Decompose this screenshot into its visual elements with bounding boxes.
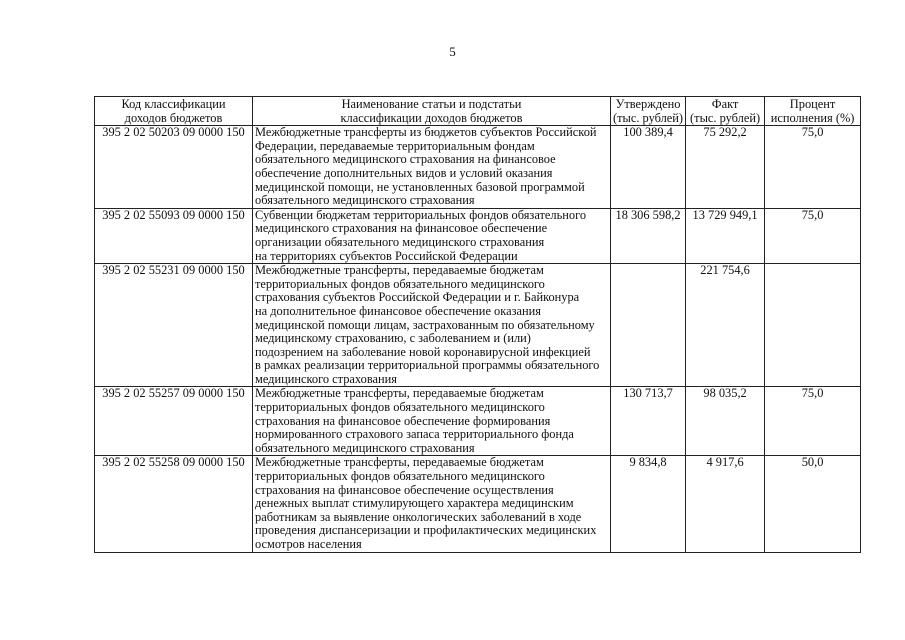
fact-value: 98 035,2: [686, 387, 765, 456]
item-name: Субвенции бюджетам территориальных фондов обязательного медицинского страхования на финансовое обеспечение организации обязательного медицинского страхования на территориях субъектов Российской Федерации: [253, 208, 611, 263]
header-classification-code: Код классификации доходов бюджетов: [95, 97, 253, 126]
table-row: [95, 456, 861, 552]
item-name: Межбюджетные трансферты из бюджетов субъектов Российской Федерации, передаваемые территориальным фондам обязательного медицинского страхования на финансовое обеспечение дополнительных видов и условий оказания медицинской помощи, не установленных базовой программой обязательного медицинского страхования: [253, 126, 611, 209]
approved-value: 9 834,8: [611, 456, 686, 552]
header-fact: Факт (тыс. рублей): [686, 97, 765, 126]
item-name: Межбюджетные трансферты, передаваемые бюджетам территориальных фондов обязательного медицинского страхования субъектов Российской Федерации и г. Байконура на дополнительное финансовое обеспечение оказания медицинской помощи лицам, застрахованным по обязательному медицинскому страхованию, с заболеванием и (или) подозрением на заболевание новой коронавирусной инфекцией в рамках реализации территориальной программы обязательного медицинского страхования: [253, 264, 611, 387]
table-row: [95, 208, 861, 263]
header-approved: Утверждено (тыс. рублей): [611, 97, 686, 126]
budget-revenue-table: [94, 96, 861, 553]
header-percent: Процент исполнения (%): [765, 97, 861, 126]
percent-value: 75,0: [765, 208, 861, 263]
table-header-row: [95, 97, 861, 126]
classification-code: 395 2 02 55258 09 0000 150: [95, 456, 253, 552]
fact-value: 4 917,6: [686, 456, 765, 552]
percent-value: 50,0: [765, 456, 861, 552]
approved-value: 130 713,7: [611, 387, 686, 456]
approved-value: 18 306 598,2: [611, 208, 686, 263]
table-row: [95, 387, 861, 456]
classification-code: 395 2 02 55231 09 0000 150: [95, 264, 253, 387]
approved-value: 100 389,4: [611, 126, 686, 209]
percent-value: 75,0: [765, 387, 861, 456]
item-name: Межбюджетные трансферты, передаваемые бюджетам территориальных фондов обязательного медицинского страхования на финансовое обеспечение формирования нормированного страхового запаса территориального фонда обязательного медицинского страхования: [253, 387, 611, 456]
percent-value: 75,0: [765, 126, 861, 209]
table-row: [95, 264, 861, 387]
header-item-name: Наименование статьи и подстатьи классификации доходов бюджетов: [253, 97, 611, 126]
classification-code: 395 2 02 50203 09 0000 150: [95, 126, 253, 209]
percent-value: [765, 264, 861, 387]
page-number: 5: [449, 44, 456, 59]
approved-value: [611, 264, 686, 387]
table-row: [95, 126, 861, 209]
fact-value: 75 292,2: [686, 126, 765, 209]
fact-value: 13 729 949,1: [686, 208, 765, 263]
fact-value: 221 754,6: [686, 264, 765, 387]
item-name: Межбюджетные трансферты, передаваемые бюджетам территориальных фондов обязательного медицинского страхования на финансовое обеспечение осуществления денежных выплат стимулирующего характера медицинским работникам за выявление онкологических заболеваний в ходе проведения диспансеризации и профилактических медицинских осмотров населения: [253, 456, 611, 552]
classification-code: 395 2 02 55093 09 0000 150: [95, 208, 253, 263]
classification-code: 395 2 02 55257 09 0000 150: [95, 387, 253, 456]
